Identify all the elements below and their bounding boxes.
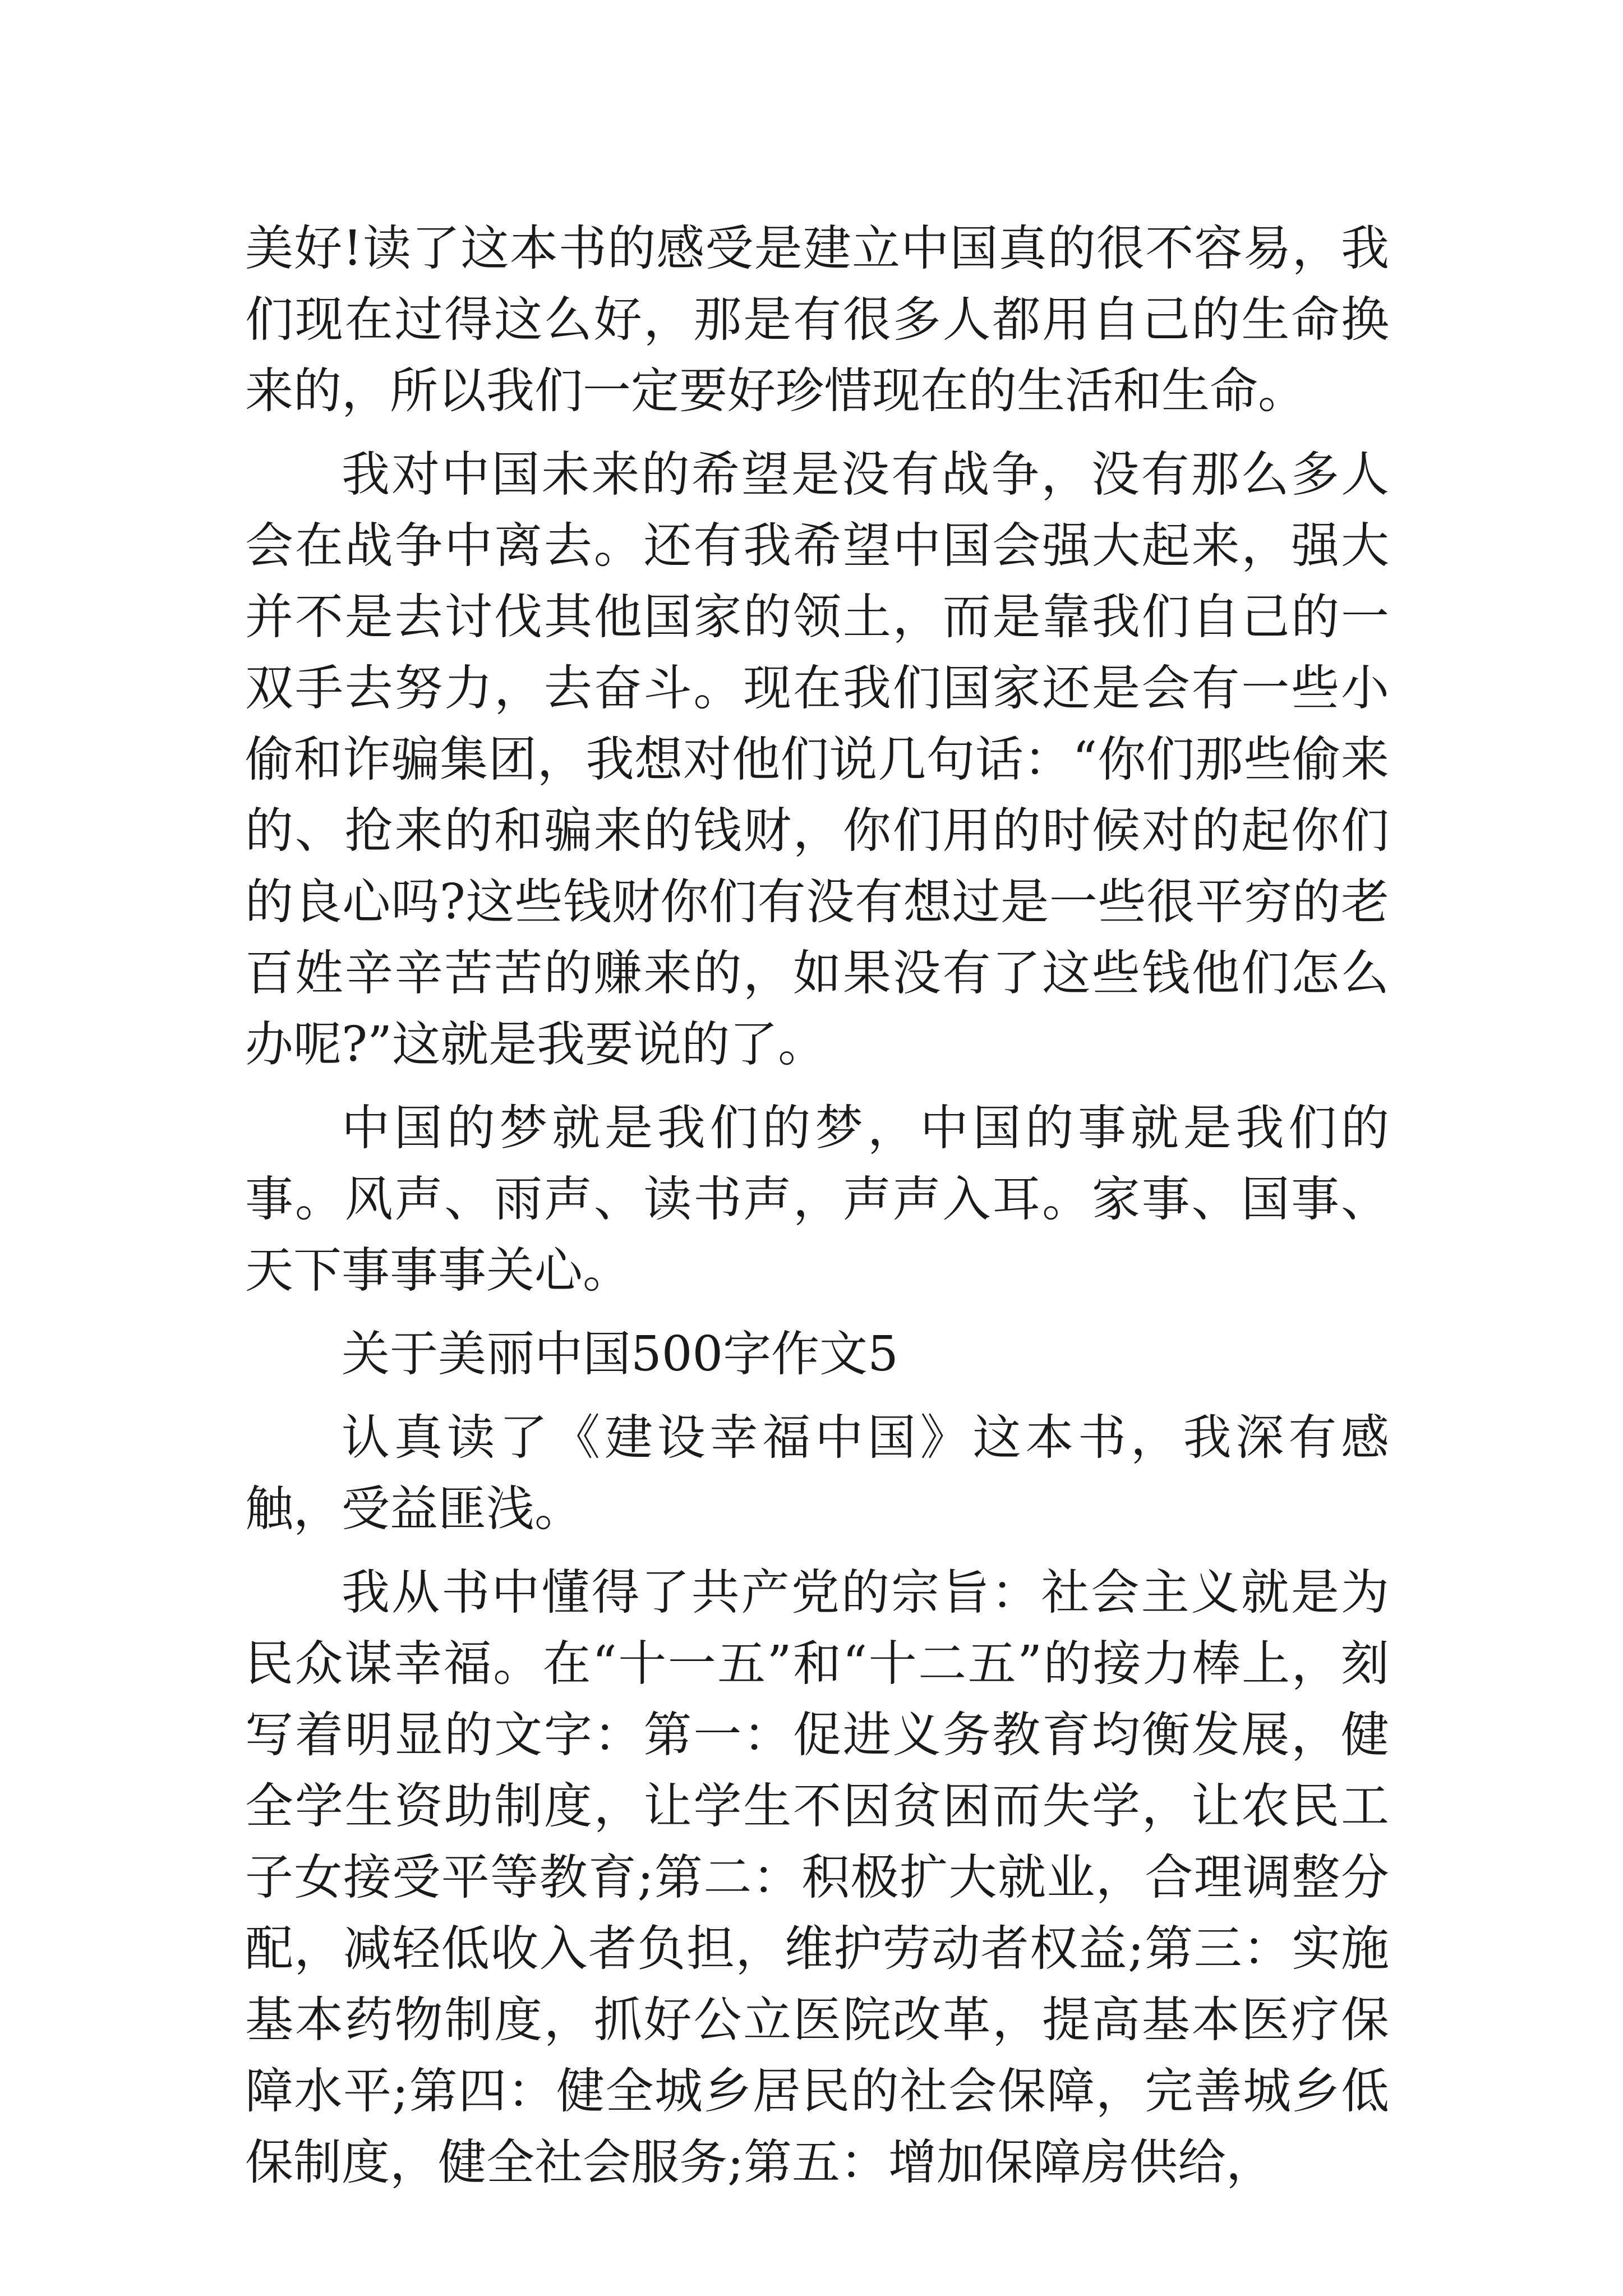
paragraph: 中国的梦就是我们的梦，中国的事就是我们的事。风声、雨声、读书声，声声入耳。家事、国事、天下事事事关心。: [245, 1100, 1389, 1299]
paragraph: 美好!读了这本书的感受是建立中国真的很不容易，我们现在过得这么好，那是有很多人都用自己的生命换来的，所以我们一定要好珍惜现在的生活和生命。: [245, 220, 1389, 419]
section-heading: 关于美丽中国500字作文5: [342, 1326, 898, 1382]
paragraph: 认真读了《建设幸福中国》这本书，我深有感触，受益匪浅。: [245, 1410, 1389, 1537]
paragraph: 我从书中懂得了共产党的宗旨：社会主义就是为民众谋幸福。在“十一五”和“十二五”的接力棒上，刻写着明显的文字：第一：促进义务教育均衡发展，健全学生资助制度，让学生不因贫困而失学，让农民工子女接受平等教育;第二：积极扩大就业，合理调整分配，减轻低收入者负担，维护劳动者权益;第三：实施基本药物制度，抓好公立医院改革，提高基本医疗保障水平;第四：健全城乡居民的社会保障，完善城乡低保制度，健全社会服务;第五：增加保障房供给，: [245, 1565, 1389, 2191]
paragraph: 我对中国未来的希望是没有战争，没有那么多人会在战争中离去。还有我希望中国会强大起来，强大并不是去讨伐其他国家的领土，而是靠我们自己的一双手去努力，去奋斗。现在我们国家还是会有一些小偷和诈骗集团，我想对他们说几句话：“你们那些偷来的、抢来的和骗来的钱财，你们用的时候对的起你们的良心吗?这些钱财你们有没有想过是一些很平穷的老百姓辛辛苦苦的赚来的，如果没有了这些钱他们怎么办呢?”这就是我要说的了。: [245, 447, 1389, 1073]
document-body: [245, 213, 1389, 2211]
